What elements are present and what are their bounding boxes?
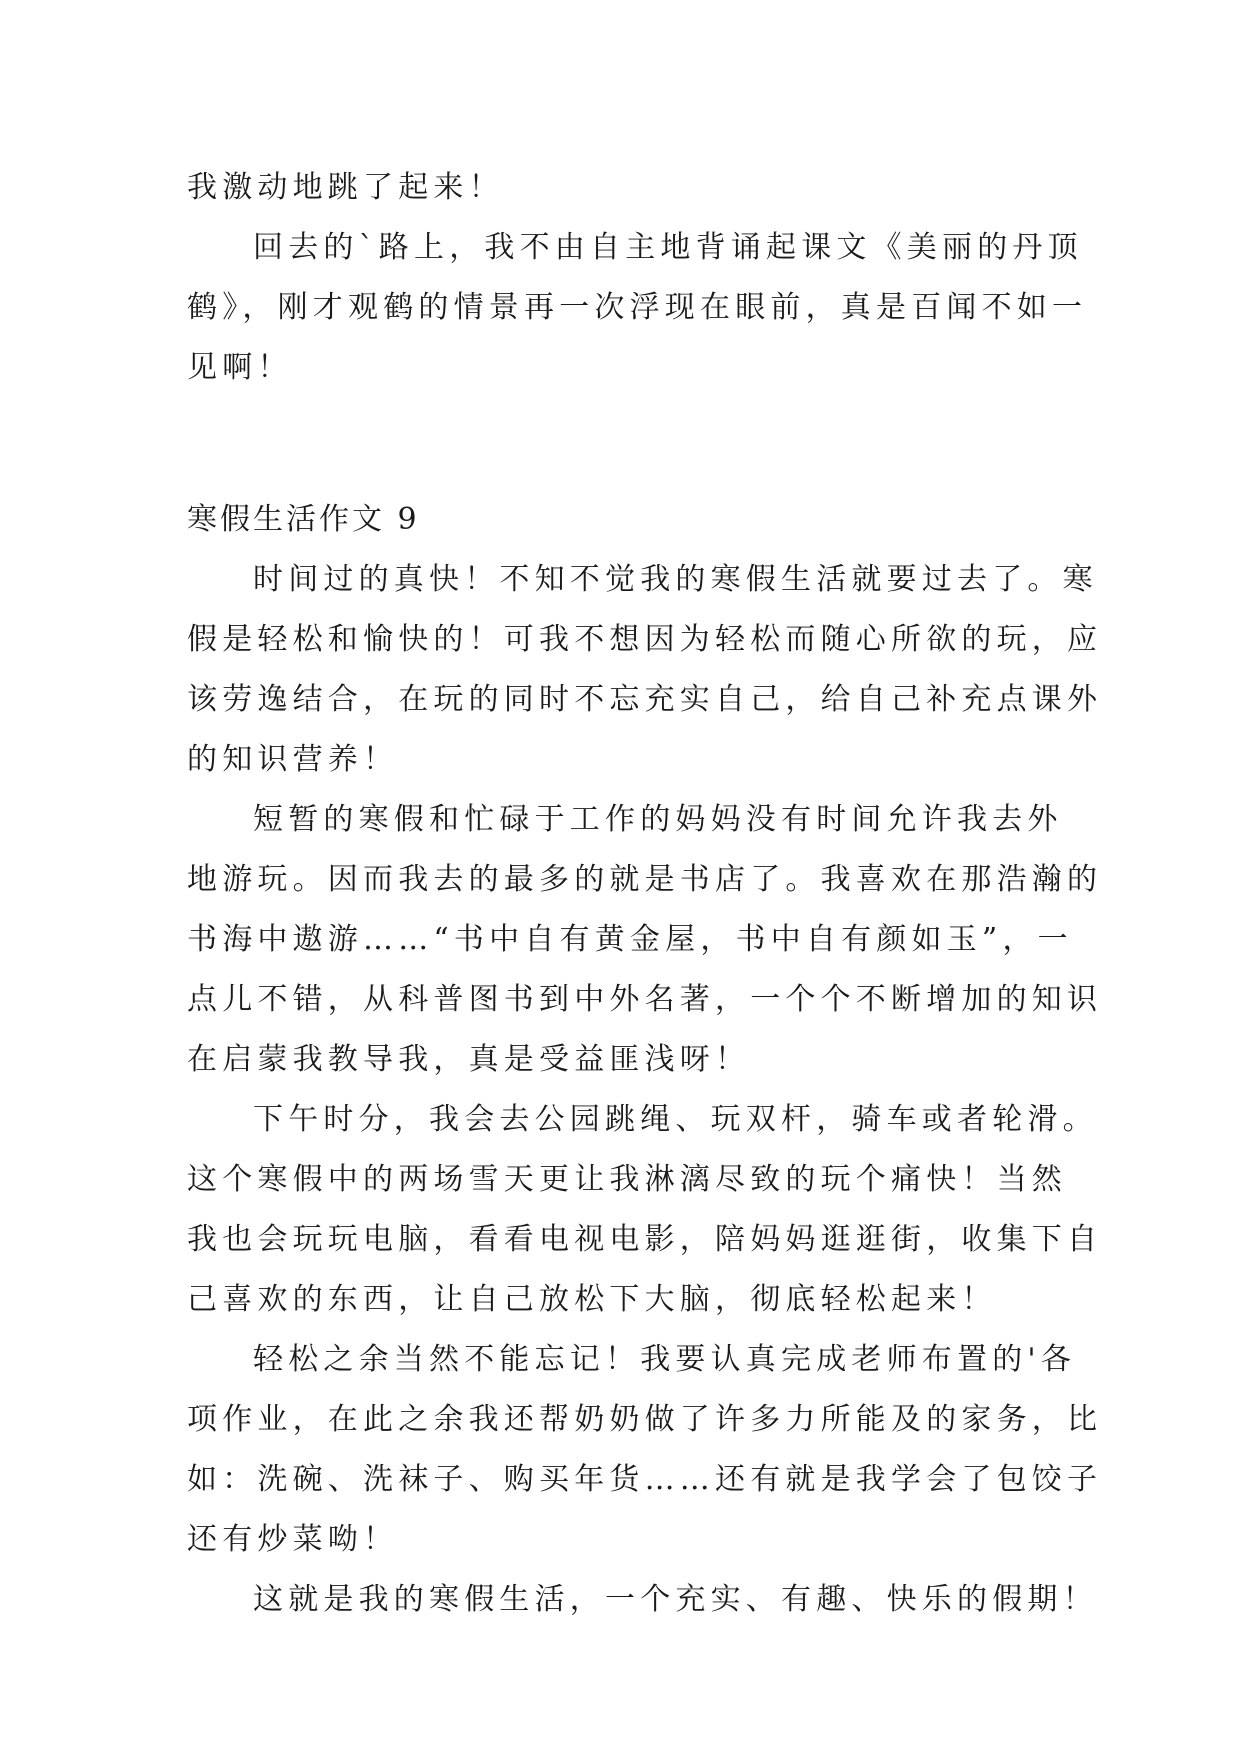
paragraph <box>187 1570 1098 1630</box>
paragraph <box>187 790 1103 1090</box>
text-line: 己喜欢的东西，让自己放松下大脑，彻底轻松起来！ <box>187 1282 997 1317</box>
document-page <box>187 158 1103 1630</box>
text-line: 点儿不错，从科普图书到中外名著，一个个不断增加的知识 <box>187 982 1103 1017</box>
text-line: 这个寒假中的两场雪天更让我淋漓尽致的玩个痛快！当然 <box>187 1162 1067 1197</box>
text-line: 书海中遨游……“书中自有黄金屋，书中自有颜如玉”，一 <box>187 922 1073 957</box>
text-line: 地游玩。因而我去的最多的就是书店了。我喜欢在那浩瀚的 <box>187 862 1103 897</box>
text-line: 短暂的寒假和忙碌于工作的妈妈没有时间允许我去外 <box>253 802 1063 837</box>
text-line: 时间过的真快！不知不觉我的寒假生活就要过去了。寒 <box>253 562 1098 597</box>
text-line: 我激动地跳了起来！ <box>187 170 504 205</box>
text-line: 的知识营养！ <box>187 742 399 777</box>
section-gap <box>187 398 1057 490</box>
essay <box>187 490 1103 1630</box>
text-line: 如：洗碗、洗袜子、购买年货……还有就是我学会了包饺子 <box>187 1462 1103 1497</box>
text-line: 见啊！ <box>187 350 293 385</box>
text-line: 轻松之余当然不能忘记！我要认真完成老师布置的'各 <box>253 1342 1077 1377</box>
text-line: 该劳逸结合，在玩的同时不忘充实自己，给自己补充点课外 <box>187 682 1103 717</box>
text-line: 假是轻松和愉快的！可我不想因为轻松而随心所欲的玩，应 <box>187 622 1103 657</box>
text-line: 这就是我的寒假生活，一个充实、有趣、快乐的假期！ <box>253 1582 1098 1617</box>
text-line: 鹤》，刚才观鹤的情景再一次浮现在眼前，真是百闻不如一 <box>187 290 1088 325</box>
previous-essay-ending <box>187 158 1088 398</box>
text-line: 在启蒙我教导我，真是受益匪浅呀！ <box>187 1042 751 1077</box>
paragraph <box>187 550 1103 790</box>
essay-title: 寒假生活作文 9 <box>187 502 420 537</box>
text-line: 项作业，在此之余我还帮奶奶做了许多力所能及的家务，比 <box>187 1402 1103 1437</box>
text-line: 还有炒菜呦！ <box>187 1522 399 1557</box>
paragraph <box>187 1330 1103 1570</box>
text-line: 下午时分，我会去公园跳绳、玩双杆，骑车或者轮滑。 <box>253 1102 1098 1137</box>
text-line: 回去的`路上，我不由自主地背诵起课文《美丽的丹顶 <box>253 230 1083 265</box>
text-line: 我也会玩玩电脑，看看电视电影，陪妈妈逛逛街，收集下自 <box>187 1222 1103 1257</box>
paragraph <box>187 1090 1103 1330</box>
paragraph <box>187 218 1088 398</box>
